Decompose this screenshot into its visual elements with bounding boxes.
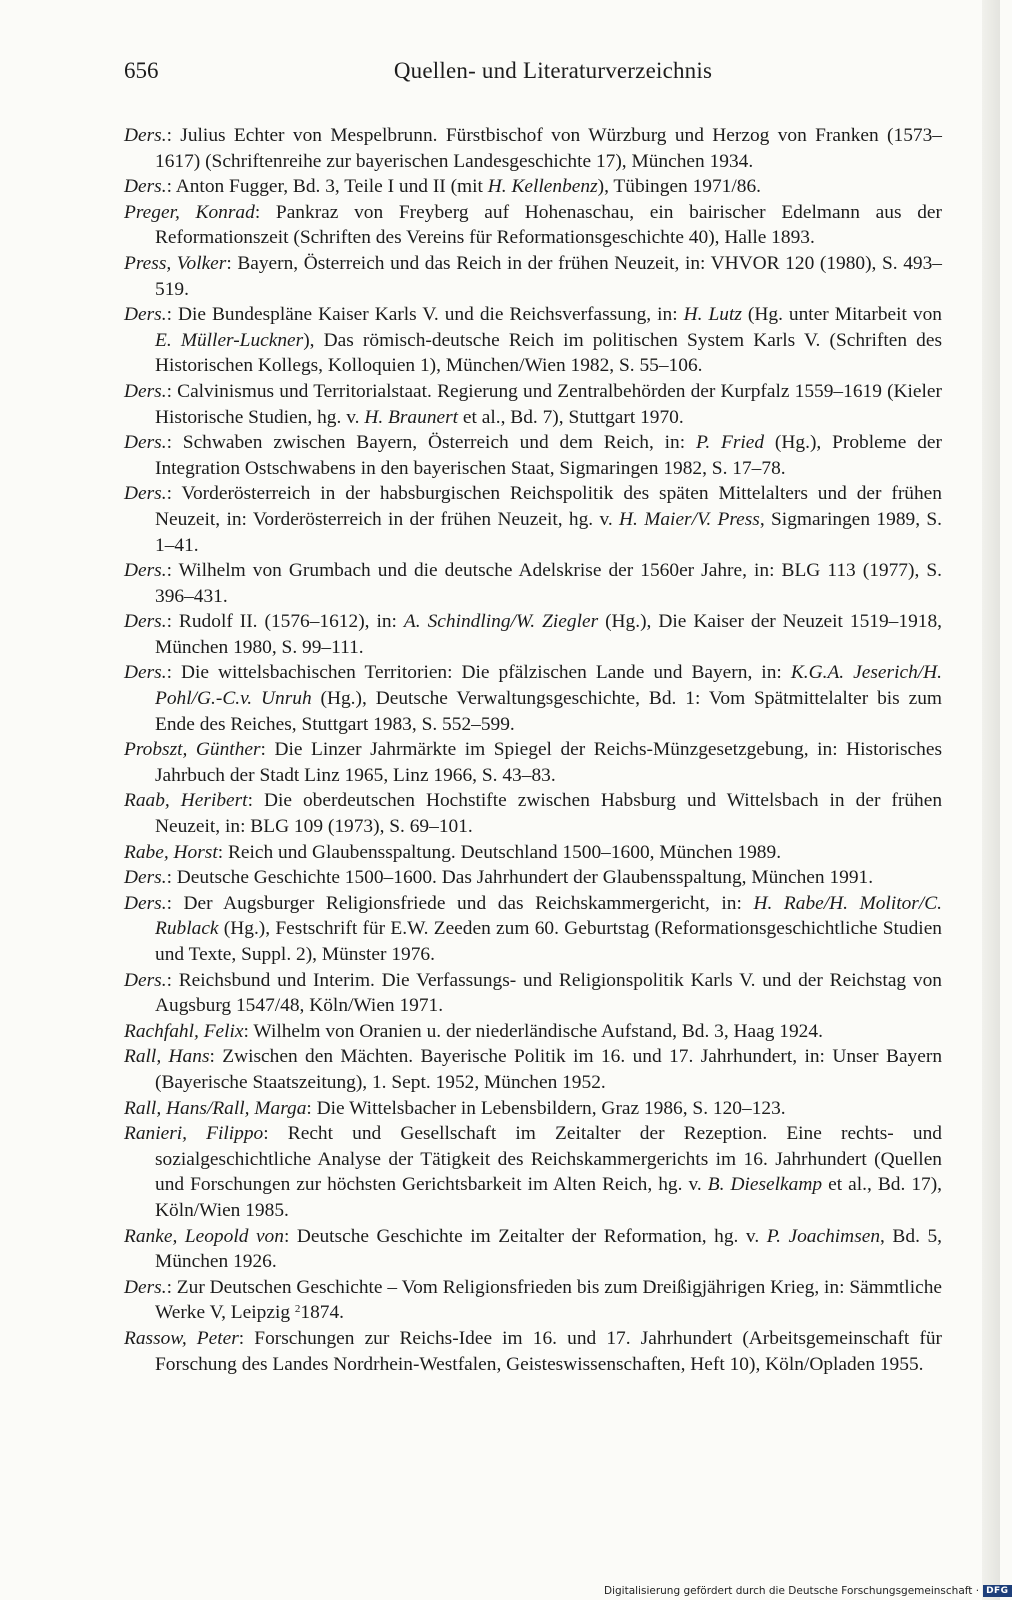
- bibliography-entry: [124, 430, 942, 481]
- entry-text: : Reichsbund und Interim. Die Verfassungs- und Religionspolitik Karls V. und der Reichstag von Augsburg 1547/48, Köln/Wien 1971.: [155, 969, 942, 1017]
- entry-author: Ders.: [124, 176, 167, 198]
- bibliography-entry: [124, 1019, 942, 1045]
- bibliography-entry: [124, 558, 942, 609]
- entry-author: Rabe, Horst: [124, 841, 218, 863]
- entry-text: : Reich und Glaubensspaltung. Deutschland 1500–1600, München 1989.: [217, 841, 782, 863]
- entry-author: Ders.: [124, 380, 167, 402]
- entry-italic-name: H. Rabe/H. Molitor/C. Rublack: [155, 892, 943, 940]
- page-edge-shadow: [982, 0, 1000, 1600]
- entry-author: Ders.: [124, 969, 167, 991]
- entry-author: Probszt, Günther: [124, 739, 261, 761]
- running-title: Quellen- und Literaturverzeichnis: [393, 58, 713, 83]
- entry-text: , Sigmaringen 1989, S. 1–41.: [155, 508, 942, 556]
- entry-author: Ranieri, Filippo: [124, 1123, 264, 1145]
- entry-author: Ders.: [124, 1276, 167, 1298]
- bibliography-entry: [124, 1044, 942, 1095]
- bibliography-entry: [124, 891, 942, 968]
- bibliography-entry: [124, 251, 942, 302]
- entry-author: Preger, Konrad: [124, 201, 255, 223]
- page-header: [124, 58, 942, 94]
- footer-credit: Digitalisierung gefördert durch die Deutsche Forschungsgemeinschaft ·: [604, 1585, 980, 1597]
- entry-italic-name: P. Fried: [695, 432, 765, 454]
- entry-author: Ders.: [124, 125, 167, 146]
- page-number: 656: [124, 58, 159, 83]
- entry-text: ), Das römisch-deutsche Reich im politischen System Karls V. (Schriften des Historischen Kollegs, Kolloquien 1), München/Wien 1982, S. 55–106.: [155, 329, 942, 377]
- entry-author: Ders.: [124, 611, 167, 633]
- bibliography-entry: [124, 788, 942, 839]
- entry-italic-name: K.G.A. Jeserich/H. Pohl/G.-C.v. Unruh: [155, 662, 942, 710]
- entry-italic-name: A. Schindling/W. Ziegler: [403, 611, 599, 633]
- entry-author: Ders.: [124, 432, 167, 454]
- bibliography-entry: [124, 1121, 942, 1223]
- entry-author: Ders.: [124, 560, 167, 582]
- entry-author: Ders.: [124, 483, 167, 505]
- entry-author: Rall, Hans: [124, 1046, 210, 1068]
- entry-italic-name: H. Braunert: [364, 406, 459, 428]
- entry-text: : Wilhelm von Oranien u. der niederländische Aufstand, Bd. 3, Haag 1924.: [243, 1020, 823, 1042]
- bibliography-entry: [124, 481, 942, 558]
- entry-italic-name: H. Kellenbenz: [487, 176, 598, 198]
- bibliography-entry: [124, 660, 942, 737]
- entry-author: Press, Volker: [124, 252, 227, 274]
- entry-author: Rassow, Peter: [124, 1327, 239, 1349]
- entry-italic-name: P. Joachimsen: [766, 1225, 881, 1247]
- entry-author: Rachfahl, Felix: [124, 1020, 244, 1042]
- entry-author: Ders.: [124, 304, 167, 326]
- entry-text: (Hg.), Probleme der Integration Ostschwabens in den bayerischen Staat, Sigmaringen 1982, S. 17–78.: [155, 432, 942, 479]
- entry-text: : Recht und Gesellschaft im Zeitalter der Rezeption. Eine rechts- und sozialgeschichtliche Analyse der Tätigkeit des Reichskammergerichts im 16. Jahrhundert (Quellen und Forschungen zur höchsten Gerichtsbarkeit im Alten Reich, hg. v.: [155, 1123, 942, 1196]
- entry-text: et al., Bd. 7), Stuttgart 1970.: [458, 406, 684, 428]
- entry-text: , Bd. 5, München 1926.: [155, 1225, 942, 1273]
- entry-text: : Zur Deutschen Geschichte – Vom Religionsfrieden bis zum Dreißigjährigen Krieg, in: Sämmtliche Werke V, Leipzig: [155, 1276, 942, 1324]
- superscript-edition: 2: [294, 1303, 301, 1316]
- entry-text: (Hg.), Die Kaiser der Neuzeit 1519–1918, München 1980, S. 99–111.: [155, 611, 943, 658]
- entry-text: (Hg. unter Mitarbeit von: [741, 304, 943, 326]
- entry-text: (Hg.), Festschrift für E.W. Zeeden zum 60. Geburtstag (Reformationsgeschichtliche Studien und Texte, Suppl. 2), Münster 1976.: [155, 918, 942, 965]
- entry-text: : Deutsche Geschichte 1500–1600. Das Jahrhundert der Glaubensspaltung, München 1991.: [166, 867, 874, 889]
- entry-italic-name: H. Maier/V. Press: [619, 508, 760, 530]
- bibliography-entry: [124, 865, 942, 891]
- entry-author: Ders.: [124, 867, 167, 889]
- entry-text: : Rudolf II. (1576–1612), in:: [166, 611, 404, 633]
- bibliography-entry: [124, 123, 942, 174]
- bibliography-entry: [124, 968, 942, 1019]
- entry-text: : Schwaben zwischen Bayern, Österreich und dem Reich, in:: [166, 432, 696, 454]
- bibliography-entry: [124, 1224, 942, 1275]
- entry-italic-name: B. Dieselkamp: [707, 1174, 823, 1196]
- bibliography-entry: [124, 1275, 942, 1326]
- entry-text: : Die wittelsbachischen Territorien: Die pfälzischen Lande und Bayern, in:: [166, 662, 791, 684]
- entry-text: : Vorderösterreich in der habsburgischen Reichspolitik des späten Mittelalters und der frühen Neuzeit, in: Vorderösterreich in der frühen Neuzeit, hg. v.: [155, 483, 942, 530]
- bibliography-entry: [124, 302, 942, 379]
- entry-text: : Anton Fugger, Bd. 3, Teile I und II (mit: [166, 176, 488, 198]
- entry-text: 1874.: [300, 1302, 345, 1324]
- entry-text: : Pankraz von Freyberg auf Hohenaschau, ein bairischer Edelmann aus der Reformationszeit (Schriften des Vereins für Reformationsgeschichte 40), Halle 1893.: [155, 201, 942, 249]
- entry-text: : Calvinismus und Territorialstaat. Regierung und Zentralbehörden der Kurpfalz 1559–1619 (Kieler Historische Studien, hg. v.: [155, 380, 942, 428]
- bibliography-entry: [124, 174, 942, 200]
- entry-text: : Deutsche Geschichte im Zeitalter der Reformation, hg. v.: [283, 1225, 767, 1247]
- entry-author: Rall, Hans/Rall, Marga: [124, 1097, 307, 1119]
- entry-text: : Die oberdeutschen Hochstifte zwischen Habsburg und Wittelsbach in der frühen Neuzeit, in: BLG 109 (1973), S. 69–101.: [155, 790, 943, 838]
- entry-author: Ders.: [124, 892, 167, 914]
- bibliography-list: [124, 123, 942, 1377]
- entry-text: : Bayern, Österreich und das Reich in der frühen Neuzeit, in: VHVOR 120 (1980), S. 493–519.: [155, 252, 942, 300]
- entry-text: et al., Bd. 17), Köln/Wien 1985.: [155, 1174, 943, 1221]
- entry-text: : Julius Echter von Mespelbrunn. Fürstbischof von Würzburg und Herzog von Franken (1573–1617) (Schriftenreihe zur bayerischen Landesgeschichte 17), München 1934.: [155, 125, 942, 172]
- bibliography-entry: [124, 840, 942, 866]
- entry-author: Raab, Heribert: [124, 790, 248, 812]
- bibliography-entry: [124, 379, 942, 430]
- bibliography-entry: [124, 737, 942, 788]
- bibliography-entry: [124, 609, 942, 660]
- entry-italic-name: H. Lutz: [683, 304, 742, 326]
- entry-text: : Forschungen zur Reichs-Idee im 16. und 17. Jahrhundert (Arbeitsgemeinschaft für Forschung des Landes Nordrhein-Westfalen, Geisteswissenschaften, Heft 10), Köln/Opladen 1955.: [155, 1327, 942, 1375]
- entry-text: : Zwischen den Mächten. Bayerische Politik im 16. und 17. Jahrhundert, in: Unser Bayern (Bayerische Staatszeitung), 1. Sept. 1952, München 1952.: [155, 1046, 943, 1093]
- entry-italic-name: E. Müller-Luckner: [155, 329, 304, 351]
- entry-text: : Die Linzer Jahrmärkte im Spiegel der Reichs-Münzgesetzgebung, in: Historisches Jahrbuch der Stadt Linz 1965, Linz 1966, S. 43–83.: [155, 739, 942, 786]
- dfg-logo: DFG: [983, 1585, 1012, 1597]
- bibliography-entry: [124, 200, 942, 251]
- entry-text: ), Tübingen 1971/86.: [597, 176, 761, 198]
- bibliography-entry: [124, 1096, 942, 1122]
- digitization-footer: [604, 1584, 1012, 1598]
- bibliography-entry: [124, 1326, 942, 1377]
- entry-text: : Wilhelm von Grumbach und die deutsche Adelskrise der 1560er Jahre, in: BLG 113 (1977), S. 396–431.: [155, 560, 942, 607]
- entry-author: Ders.: [124, 662, 167, 684]
- entry-text: : Die Bundespläne Kaiser Karls V. und die Reichsverfassung, in:: [166, 304, 684, 326]
- entry-text: : Die Wittelsbacher in Lebensbildern, Graz 1986, S. 120–123.: [306, 1097, 786, 1119]
- entry-author: Ranke, Leopold von: [124, 1225, 284, 1247]
- entry-text: (Hg.), Deutsche Verwaltungsgeschichte, Bd. 1: Vom Spätmittelalter bis zum Ende des Reiches, Stuttgart 1983, S. 552–599.: [155, 688, 942, 735]
- entry-text: : Der Augsburger Religionsfriede und das Reichskammergericht, in:: [166, 892, 754, 914]
